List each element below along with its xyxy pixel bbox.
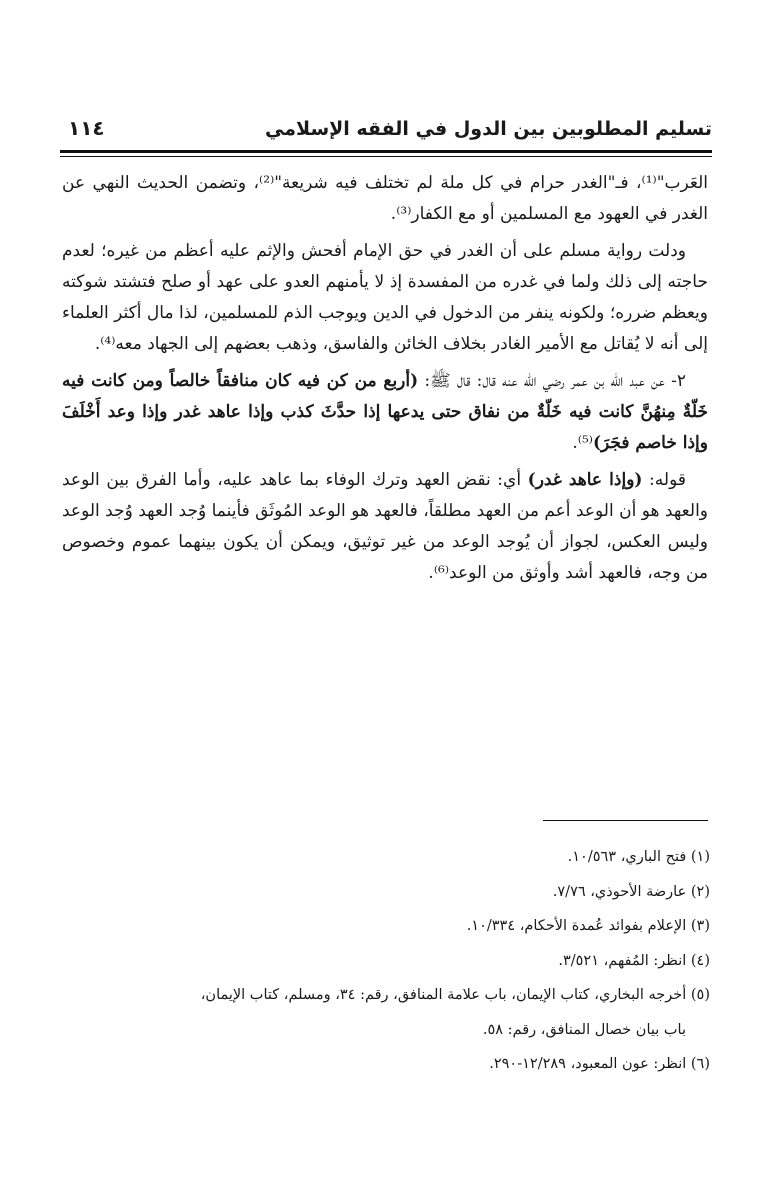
footnote-3: (٣) الإعلام بفوائد عُمدة الأحكام، ١٠/٣٣٤. — [466, 918, 710, 934]
footnote-separator — [543, 820, 708, 821]
hadith-footnote-ref: ⁽⁵⁾. — [572, 433, 593, 453]
footnote-5: (٥) أخرجه البخاري، كتاب الإيمان، باب علامة المنافق، رقم: ٣٤، ومسلم، كتاب الإيمان، — [200, 987, 710, 1003]
footnote-2: (٢) عارضة الأحوذي، ٧/٧٦. — [552, 883, 710, 900]
footnote-4: (٤) انظر: المُفهم، ٣/٥٢١. — [558, 952, 710, 969]
hadith-intro: ٢- عن عبد الله بن عمر رضي الله عنه قال: قال ﷺ: — [418, 371, 686, 391]
main-text — [62, 168, 708, 595]
hadith-text: (أربع من كن فيه كان منافقاً خالصاً ومن كانت فيه خَلّةٌ مِنهُنَّ كانت فيه خَلّةٌ من نفاق حتى يدعها إذا حدَّثَ كذب وإذا عاهد غدر وإذا وعد أَخْلَفَ وإذا خاصم فجَرَ) — [62, 371, 708, 453]
header-rule-thin — [60, 156, 712, 157]
paragraph-4 — [62, 465, 708, 589]
header-rule-thick — [60, 150, 712, 153]
footnote-1: (١) فتح الباري، ١٠/٥٦٣. — [567, 849, 710, 865]
footnote-5-continuation: باب بيان خصال المنافق، رقم: ٥٨. — [482, 1021, 686, 1038]
page-header — [60, 112, 712, 152]
footnote-6: (٦) انظر: عون المعبود، ١٢/٢٨٩-٢٩٠. — [489, 1056, 710, 1072]
page-number: ١١٤ — [68, 116, 105, 140]
running-title: تسليم المطلوبين بين الدول في الفقه الإسلامي — [265, 118, 712, 140]
commentary-intro: قوله: — [642, 470, 686, 490]
paragraph-2: ودلت رواية مسلم على أن الغدر في حق الإمام أفحش والإثم عليه أعظم من غيره؛ لعدم حاجته إلى ذلك ولما في غدره من المفسدة إذ لا يأمنهم العدو على عهد أو صلح فتشتد شوكته ويعظم ضرره؛ ولكونه ينفر من الدخول في الدين ويوجب الذم للمسلمين، لذا مال أكثر العلماء إلى أنه لا يُقاتل مع الأمير الغادر بخلاف الخائن والفاسق، وذهب بعضهم إلى الجهاد معه⁽⁴⁾. — [62, 241, 708, 354]
commentary-quote: (وإذا عاهد غدر) — [527, 470, 643, 490]
paragraph-3 — [62, 366, 708, 459]
footnotes — [62, 840, 710, 1082]
paragraph-1: العَرب"⁽¹⁾، فـ"الغدر حرام في كل ملة لم تختلف فيه شريعة"⁽²⁾، وتضمن الحديث النهي عن الغدر في العهود مع المسلمين أو مع الكفار⁽³⁾. — [62, 173, 708, 224]
commentary-text: أي: نقض العهد وترك الوفاء بما عاهد عليه، وأما الفرق بين الوعد والعهد هو أن الوعد أعم من العهد مطلقاً، فالعهد هو الوعد المُوثَق فأينما وُجد العهد وُجد الوعد وليس العكس، لجواز أن يُوجد الوعد من غير توثيق، ويمكن أن يكون بينهما عموم وخصوص من وجه، فالعهد أشد وأوثق من الوعد⁽⁶⁾. — [62, 470, 708, 583]
